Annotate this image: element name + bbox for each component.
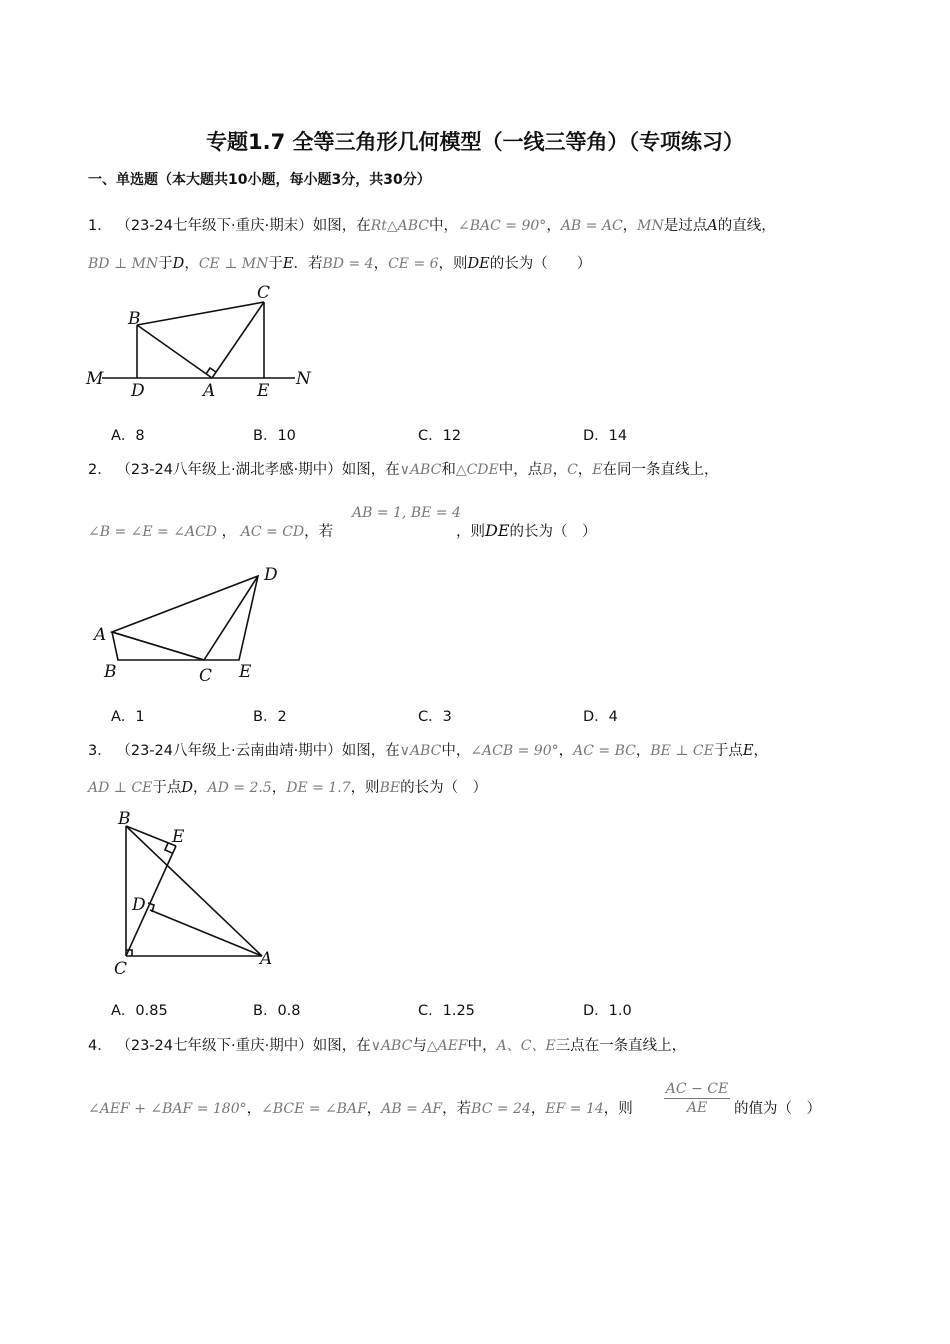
- q4-fraction-numerator: AC − CE: [665, 1081, 729, 1097]
- q3-number: 3．: [88, 743, 112, 759]
- q4-fraction-denominator: AE: [686, 1100, 708, 1116]
- q1-math: DE: [467, 256, 490, 272]
- q1-figure: [80, 280, 320, 405]
- q4-text: ，若: [442, 1101, 472, 1117]
- q1-segment-ca: [212, 302, 264, 378]
- q2-text: 的长为（ ）: [509, 524, 597, 540]
- q1-text: ．若: [293, 256, 323, 272]
- q1-option-c[interactable]: C．12: [418, 428, 462, 444]
- q1-math: CE ⊥ MN: [198, 256, 269, 272]
- q4-number: 4．: [88, 1038, 112, 1054]
- q2-line1: [88, 458, 719, 479]
- q2-segment-ac: [112, 632, 204, 660]
- q2-option-c[interactable]: C．3: [418, 709, 452, 725]
- q3-option-a[interactable]: A．0.85: [111, 1003, 168, 1019]
- q2-text: ，: [577, 462, 593, 478]
- q2-text: 在同一条直线上，: [602, 462, 719, 478]
- q1-label-a: A: [203, 381, 216, 401]
- q3-line1: [88, 739, 768, 760]
- q1-math: AB = AC: [560, 218, 623, 234]
- q3-text: 的长为（ ）: [400, 780, 488, 796]
- q4-math: ∨ABC: [370, 1038, 413, 1054]
- q1-math: Rt△ABC: [370, 218, 430, 234]
- q2-math: △CDE: [455, 462, 499, 478]
- q3-text: ，: [635, 743, 651, 759]
- q2-label-d: D: [264, 565, 278, 585]
- q1-option-d[interactable]: D．14: [583, 428, 628, 444]
- q1-math: ∠BAC = 90°: [458, 218, 547, 234]
- q2-text: 中，点: [498, 462, 543, 478]
- q1-text: 于: [268, 256, 283, 272]
- q1-text: 如图，在: [312, 218, 371, 234]
- q4-text: 与: [412, 1038, 427, 1054]
- q3-math: DE = 1.7: [286, 780, 351, 796]
- q2-text: ，: [552, 462, 568, 478]
- q3-text: ，: [271, 780, 287, 796]
- q3-option-c[interactable]: C．1.25: [418, 1003, 475, 1019]
- q2-option-a[interactable]: A．1: [111, 709, 145, 725]
- q2-number: 2．: [88, 462, 112, 478]
- q4-line2-end: 的值为（ ）: [734, 1101, 821, 1117]
- q1-label-e: E: [257, 381, 270, 401]
- q3-segment-ad: [150, 910, 262, 956]
- q1-math: A: [707, 218, 718, 234]
- q4-math: A、C、E: [496, 1038, 556, 1054]
- q1-text: ，则: [438, 256, 468, 272]
- q1-line1: [88, 214, 776, 235]
- q3-option-b[interactable]: B．0.8: [253, 1003, 301, 1019]
- q3-text: ，: [192, 780, 208, 796]
- q4-line2: [88, 1097, 633, 1118]
- q1-math: D: [172, 256, 185, 272]
- q4-text: ，: [530, 1101, 546, 1117]
- q3-math: D: [181, 780, 193, 796]
- q1-text: 的长为（ ）: [489, 256, 592, 272]
- q3-text: ，: [753, 743, 768, 759]
- q4-math: △AEF: [426, 1038, 468, 1054]
- q2-text: ，: [221, 524, 237, 540]
- q1-math: E: [282, 256, 294, 272]
- q3-label-a: A: [260, 949, 273, 969]
- q1-option-b[interactable]: B．10: [253, 428, 296, 444]
- q4-fraction: [664, 1081, 730, 1116]
- q3-segment-be: [126, 826, 176, 846]
- q2-option-d[interactable]: D．4: [583, 709, 618, 725]
- q2-label-c: C: [199, 666, 213, 685]
- q4-source: （23-24七年级下·重庆·期中）: [116, 1038, 313, 1054]
- q1-option-a[interactable]: A．8: [111, 428, 145, 444]
- q4-line1: [88, 1034, 686, 1055]
- q4-text: 三点在一条直线上，: [555, 1038, 687, 1054]
- q2-source: （23-24八年级上·湖北孝感·期中）: [116, 462, 342, 478]
- q2-math: E: [592, 462, 603, 478]
- q3-text: ，: [558, 743, 574, 759]
- q4-math: ∠BCE = ∠BAF: [261, 1101, 367, 1117]
- q2-text: ，则: [456, 524, 485, 540]
- q4-text: 中，: [467, 1038, 497, 1054]
- q2-math: DE: [485, 521, 510, 540]
- q3-label-c: C: [114, 959, 128, 978]
- q4-text: ，: [366, 1101, 382, 1117]
- q3-text: 于点: [713, 743, 743, 759]
- q3-label-b: B: [118, 809, 131, 829]
- q2-math: ∨ABC: [399, 462, 442, 478]
- q4-fraction-bar: [664, 1098, 730, 1099]
- q1-text: 的直线，: [717, 218, 776, 234]
- q2-figure: [88, 560, 298, 685]
- q3-label-e: E: [172, 827, 185, 847]
- q1-text: ，: [622, 218, 638, 234]
- q3-math: ∨ABC: [399, 743, 442, 759]
- q3-math: AD = 2.5: [207, 780, 272, 796]
- q2-math: AC = CD: [240, 524, 305, 540]
- q4-text: ，则: [603, 1101, 633, 1117]
- q2-text: 和: [441, 462, 456, 478]
- q3-text: 中，: [441, 743, 471, 759]
- q3-option-d[interactable]: D．1.0: [583, 1003, 632, 1019]
- q2-math: C: [567, 462, 578, 478]
- q3-line2: [88, 776, 487, 797]
- q3-math: BE: [379, 780, 401, 796]
- q3-math: ∠ACB = 90°: [470, 743, 559, 759]
- q3-segment-ba: [126, 826, 262, 956]
- q3-text: 于点: [152, 780, 182, 796]
- q2-math: B: [542, 462, 553, 478]
- q1-label-m: M: [86, 369, 104, 389]
- q4-math: AB = AF: [381, 1101, 443, 1117]
- q3-math: E: [742, 743, 754, 759]
- q1-label-n: N: [296, 369, 311, 389]
- page-title: 专题1.7 全等三角形几何模型（一线三等角）（专项练习）: [205, 130, 744, 154]
- q1-math: CE = 6: [388, 256, 439, 272]
- q3-text: ，则: [350, 780, 380, 796]
- q1-text: 中，: [429, 218, 459, 234]
- q4-math: BC = 24: [471, 1101, 531, 1117]
- q4-math: EF = 14: [545, 1101, 604, 1117]
- section-heading: 一、单选题（本大题共10小题，每小题3分，共30分）: [88, 172, 431, 188]
- q1-math: MN: [637, 218, 664, 234]
- q3-label-d: D: [132, 895, 146, 915]
- q1-label-b: B: [128, 309, 141, 329]
- q4-math: ∠AEF + ∠BAF = 180°: [88, 1101, 247, 1117]
- q3-source: （23-24八年级上·云南曲靖·期中）: [116, 743, 342, 759]
- q4-text: 如图，在: [312, 1038, 371, 1054]
- q2-given-values: AB = 1, BE = 4: [352, 505, 461, 521]
- q2-text: ，若: [304, 524, 334, 540]
- q1-text: ，: [546, 218, 561, 234]
- q1-segment-bc: [137, 302, 264, 325]
- q1-label-c: C: [257, 283, 271, 303]
- q3-text: 如图，在: [341, 743, 400, 759]
- q2-label-a: A: [94, 625, 107, 645]
- q1-label-d: D: [131, 381, 145, 401]
- q2-line2-end: [456, 520, 597, 541]
- q2-quad-outline: [112, 576, 258, 660]
- q1-text: 是过点: [663, 218, 708, 234]
- q1-text: ，: [184, 256, 199, 272]
- q2-label-e: E: [239, 662, 252, 682]
- q3-figure: [110, 808, 290, 978]
- q1-math: BD ⊥ MN: [88, 256, 159, 272]
- q3-math: AD ⊥ CE: [88, 780, 153, 796]
- q1-source: （23-24七年级下·重庆·期末）: [116, 218, 313, 234]
- q2-text: 如图，在: [341, 462, 400, 478]
- q2-option-b[interactable]: B．2: [253, 709, 287, 725]
- q2-math: ∠B = ∠E = ∠ACD: [88, 524, 218, 540]
- q4-text: ，: [246, 1101, 262, 1117]
- q1-number: 1．: [88, 218, 112, 234]
- q2-label-b: B: [104, 662, 117, 682]
- q2-segment-cd: [204, 576, 258, 660]
- q1-segment-ba: [137, 325, 212, 378]
- q3-math: AC = BC: [573, 743, 636, 759]
- q3-math: BE ⊥ CE: [650, 743, 714, 759]
- q1-text: 于: [158, 256, 173, 272]
- q1-line2: [88, 252, 591, 273]
- q1-math: BD = 4: [322, 256, 374, 272]
- q1-text: ，: [373, 256, 389, 272]
- q2-line2: [88, 520, 333, 541]
